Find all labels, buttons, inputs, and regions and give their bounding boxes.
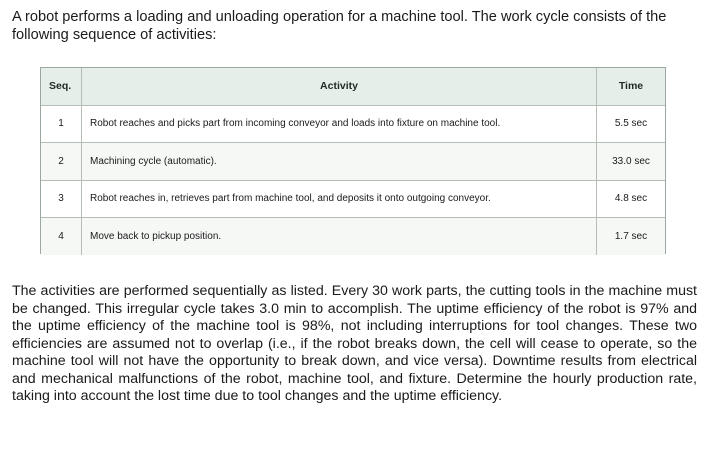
cell-time: 33.0 sec (597, 143, 666, 181)
table-row (41, 180, 665, 218)
header-activity: Activity (82, 68, 597, 105)
cell-seq: 4 (41, 218, 82, 256)
table-row (41, 143, 665, 181)
table-header-row (41, 68, 665, 105)
cell-time: 5.5 sec (597, 105, 666, 143)
cell-activity: Robot reaches and picks part from incoming conveyor and loads into fixture on machine tool. (82, 105, 597, 143)
cell-time: 4.8 sec (597, 180, 666, 218)
problem-paragraph: The activities are performed sequentially as listed. Every 30 work parts, the cutting tools in the machine must be changed. This irregular cycle takes 3.0 min to accomplish. The uptime efficiency of the robot is 97% and the uptime efficiency of the machine tool is 98%, not including interruptions for tool changes. These two efficiencies are assumed not to overlap (i.e., if the robot breaks down, the cell will cease to operate, so the machine tool will not have the opportunity to break down, and vice versa). Downtime results from electrical and mechanical malfunctions of the robot, machine tool, and fixture. Determine the hourly production rate, taking into account the lost time due to tool changes and the uptime efficiency. (12, 283, 697, 404)
header-seq: Seq. (41, 68, 82, 105)
cell-activity: Move back to pickup position. (82, 218, 597, 256)
cell-seq: 2 (41, 143, 82, 181)
cell-activity: Machining cycle (automatic). (82, 143, 597, 181)
intro-text: A robot performs a loading and unloading operation for a machine tool. The work cycle consists of the following sequence of activities: (12, 9, 667, 43)
cell-activity: Robot reaches in, retrieves part from machine tool, and deposits it onto outgoing conveyor. (82, 180, 597, 218)
cell-seq: 3 (41, 180, 82, 218)
table-row (41, 105, 665, 143)
activity-table (40, 67, 666, 254)
table-row (41, 218, 665, 256)
header-time: Time (597, 68, 666, 105)
cell-seq: 1 (41, 105, 82, 143)
cell-time: 1.7 sec (614, 231, 648, 242)
